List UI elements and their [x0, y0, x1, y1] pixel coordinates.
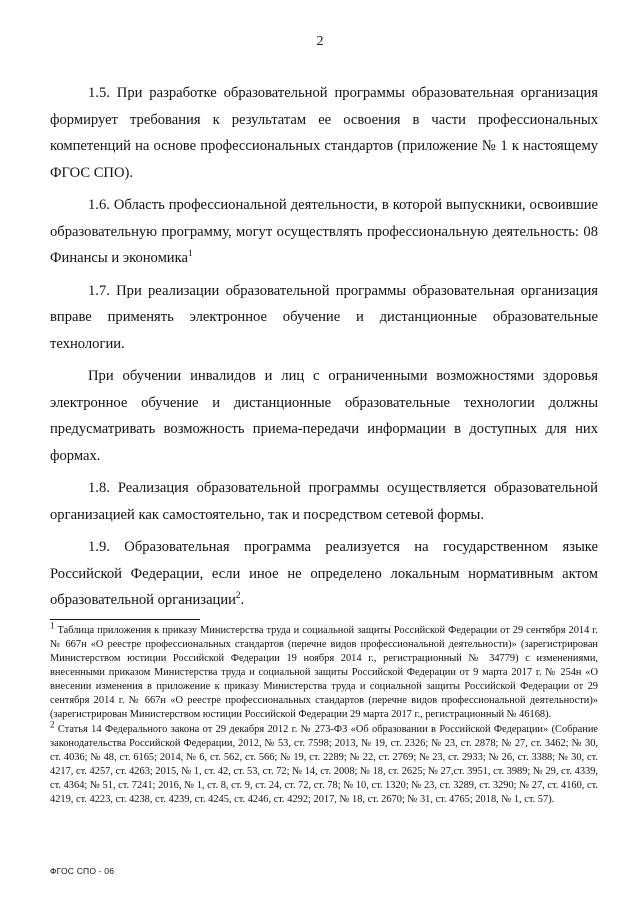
footnotes	[50, 620, 598, 808]
paragraph-disabled-learners: При обучении инвалидов и лиц с ограниченными возможностями здоровья электронное обучение и дистанционные образовательные технологии должны предусматривать возможность приема-передачи информации в доступных для них формах.	[50, 368, 598, 464]
footnote-ref-2: 2	[235, 590, 241, 601]
footnote-2: $^2$ Статья 14 Федерального закона от 29 декабря 2012 г. № 273-ФЗ «Об образовании в Российской Федерации» (Собрание законодательства Российской Федерации, 2012, № 53, ст. 7598; 2013, № 19, ст. 2326; № 23, ст. 2878; № 27, ст. 3462; № 30, ст. 4036; № 48, ст. 6165; 2014, № 6, ст. 562, ст. 566; № 19, ст. 2289; № 22, ст. 2769; № 23, ст. 2933; № 26, ст. 3388; № 30, ст. 4217, ст. 4257, ст. 4263; 2015, № 1, ст. 42, ст. 53, ст. 72; № 14, ст. 2008; № 18, ст. 2625; № 27,ст. 3951, ст. 3989; № 29, ст. 4339, ст. 4364; № 51, ст. 7241; 2016, № 1, ст. 8, ст. 9, ст. 24, ст. 72, ст. 78; № 10, ст. 1320; № 23, ст. 3289, ст. 3290; № 27, ст. 4160, ст. 4219, ст. 4223, ст. 4238, ст. 4239, ст. 4245, ст. 4246, ст. 4292; 2017, № 18, ст. 2670; № 31, ст. 4765; 2018, № 1, ст. 57).	[50, 719, 598, 805]
footnote-separator	[50, 619, 200, 620]
footnote-ref-1: 1	[187, 248, 193, 259]
document-footer: ФГОС СПО - 06	[50, 866, 115, 876]
footnote-1: $^1$ Таблица приложения к приказу Министерства труда и социальной защиты Российской Федерации от 29 сентября 2014 г. № 667н «О реестре профессиональных стандартов (перечне видов профессиональной деятельности)» (зарегистрирован Министерством юстиции Российской Федерации 19 ноября 2014 г., регистрационный № 34779) с изменениями, внесенными приказом Министерства труда и социальной защиты Российской Федерации от 9 марта 2017 г. № 254н «О внесении изменения в приложение к приказу Министерства труда и социальной защиты Российской Федерации от 29 сентября 2014 г. № 667н «О реестре профессиональных стандартов (перечне видов профессиональной деятельности)» (зарегистрирован Министерством юстиции Российской Федерации 29 марта 2017 г., регистрационный № 46168).	[50, 620, 598, 720]
page-number: 2	[316, 34, 324, 49]
paragraph-1-9: 1.9. Образовательная программа реализуется на государственном языке Российской Федерации, если иное не определено локальным нормативным актом образовательной организации$^2$.	[50, 539, 598, 608]
paragraph-1-6: 1.6. Область профессиональной деятельности, в которой выпускники, освоившие образовательную программу, могут осуществлять профессиональную деятельность: 08 Финансы и экономика$^1$	[50, 197, 598, 266]
main-text	[50, 80, 598, 620]
paragraph-1-8: 1.8. Реализация образовательной программы осуществляется образовательной организацией как самостоятельно, так и посредством сетевой формы.	[50, 480, 598, 523]
paragraph-1-7: 1.7. При реализации образовательной программы образовательная организация вправе применять электронное обучение и дистанционные образовательные технологии.	[50, 282, 598, 352]
paragraph-1-5: 1.5. При разработке образовательной программы образовательная организация формирует требования к результатам ее освоения в части профессиональных компетенций на основе профессиональных стандартов (приложение № 1 к настоящему ФГОС СПО).	[50, 85, 598, 181]
